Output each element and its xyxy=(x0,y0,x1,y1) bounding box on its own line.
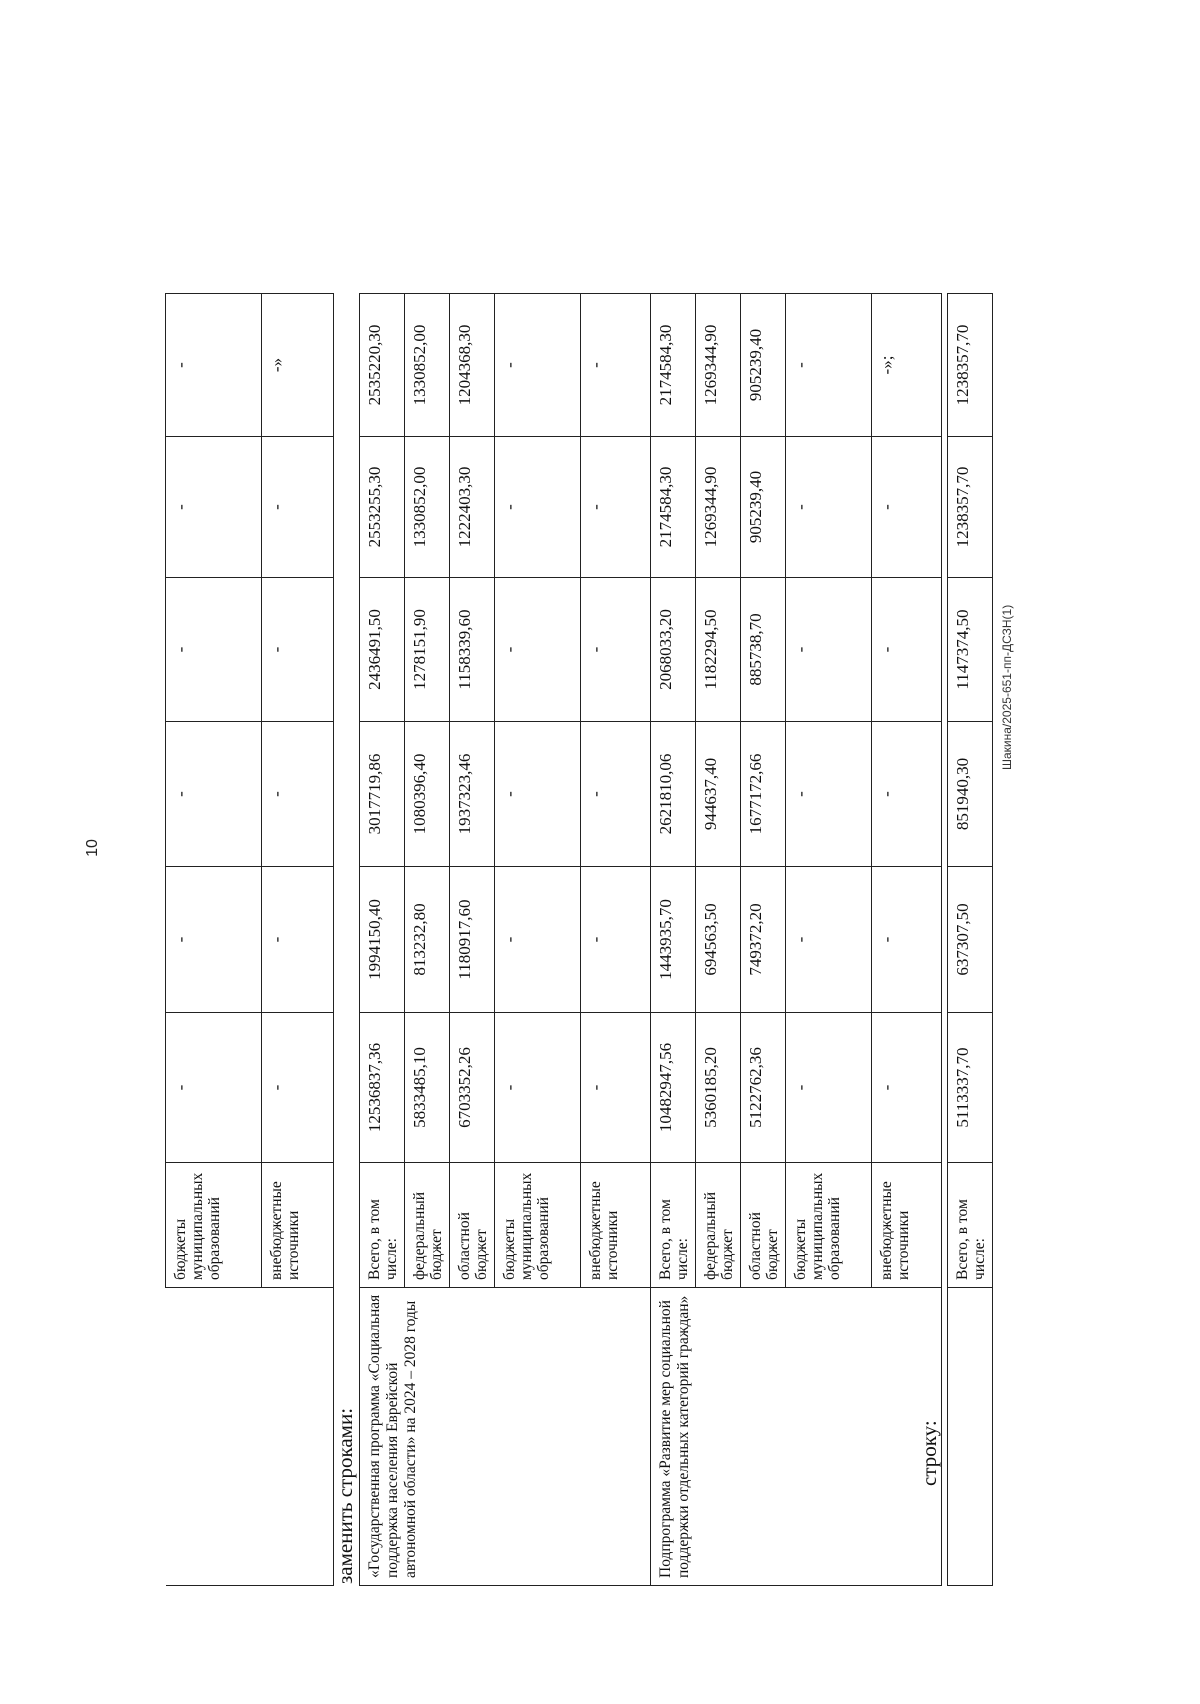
row-label: бюджеты муниципальных образований xyxy=(495,1163,581,1288)
value-cell: - xyxy=(581,722,651,867)
table-row xyxy=(166,294,262,1586)
value-cell: - xyxy=(786,578,872,722)
row-label: бюджеты муниципальных образований xyxy=(786,1163,872,1288)
value-cell: 1238357,70 xyxy=(948,437,993,578)
value-cell: 5113337,70 xyxy=(948,1013,993,1163)
value-cell: 1204368,30 xyxy=(450,294,495,437)
value-cell: 2535220,30 xyxy=(360,294,405,437)
row-label: областной бюджет xyxy=(741,1163,786,1288)
value-cell: 1269344,90 xyxy=(696,437,741,578)
value-cell: - xyxy=(166,437,262,578)
value-cell: 12536837,36 xyxy=(360,1013,405,1163)
row-label: областной бюджет xyxy=(450,1163,495,1288)
value-cell: - xyxy=(166,294,262,437)
row-label: федеральный бюджет xyxy=(405,1163,450,1288)
table-row xyxy=(360,294,405,1586)
value-cell: - xyxy=(166,1013,262,1163)
value-cell: 3017719,86 xyxy=(360,722,405,867)
value-cell: 10482947,56 xyxy=(651,1013,696,1163)
program-title: «Государственная программа «Социальная поддержка населения Еврейской автономной области» на 2024 – 2028 годы xyxy=(360,1288,651,1586)
value-cell: - xyxy=(872,722,942,867)
value-cell: - xyxy=(262,722,334,867)
value-cell: - xyxy=(786,294,872,437)
row-label: внебюджетные источники xyxy=(581,1163,651,1288)
value-cell: 2436491,50 xyxy=(360,578,405,722)
empty-cell xyxy=(948,1288,993,1586)
value-cell: 1180917,60 xyxy=(450,867,495,1013)
value-cell: 2174584,30 xyxy=(651,437,696,578)
value-cell: - xyxy=(262,1013,334,1163)
row-label: внебюджетные источники xyxy=(872,1163,942,1288)
value-cell: 694563,50 xyxy=(696,867,741,1013)
document-code: Шакина/2025-651-пп-ДСЗН(1) xyxy=(1000,604,1014,770)
value-cell: - xyxy=(166,578,262,722)
value-cell: - xyxy=(262,867,334,1013)
value-cell: - xyxy=(872,867,942,1013)
value-cell: 1278151,90 xyxy=(405,578,450,722)
value-cell: 5360185,20 xyxy=(696,1013,741,1163)
value-cell: 1443935,70 xyxy=(651,867,696,1013)
value-cell: - xyxy=(166,867,262,1013)
value-cell: 1182294,50 xyxy=(696,578,741,722)
value-cell: - xyxy=(581,437,651,578)
value-cell: 1222403,30 xyxy=(450,437,495,578)
row-label: федеральный бюджет xyxy=(696,1163,741,1288)
value-cell: - xyxy=(581,867,651,1013)
value-cell: 5122762,36 xyxy=(741,1013,786,1163)
value-cell: 2068033,20 xyxy=(651,578,696,722)
row-label: Всего, в том числе: xyxy=(651,1163,696,1288)
value-cell: - xyxy=(581,578,651,722)
value-cell: 1147374,50 xyxy=(948,578,993,722)
row-label: бюджеты муниципальных образований xyxy=(166,1163,262,1288)
row-label: Всего, в том числе: xyxy=(360,1163,405,1288)
value-cell: - xyxy=(495,578,581,722)
value-cell: 2621810,06 xyxy=(651,722,696,867)
value-cell: 851940,30 xyxy=(948,722,993,867)
value-cell: - xyxy=(872,578,942,722)
value-cell: 637307,50 xyxy=(948,867,993,1013)
value-cell: 6703352,26 xyxy=(450,1013,495,1163)
value-cell: 813232,80 xyxy=(405,867,450,1013)
value-cell: - xyxy=(872,1013,942,1163)
value-cell: - xyxy=(581,294,651,437)
page-number: 10 xyxy=(84,839,101,857)
value-cell: 5833485,10 xyxy=(405,1013,450,1163)
value-cell: 1994150,40 xyxy=(360,867,405,1013)
value-cell: 2553255,30 xyxy=(360,437,405,578)
value-cell: - xyxy=(495,867,581,1013)
top-table xyxy=(165,293,334,1586)
value-cell: - xyxy=(495,437,581,578)
value-cell: - xyxy=(166,722,262,867)
row-label: внебюджетные источники xyxy=(262,1163,334,1288)
value-cell: 905239,40 xyxy=(741,294,786,437)
value-cell: 1330852,00 xyxy=(405,294,450,437)
table-row xyxy=(948,294,993,1586)
value-cell: - xyxy=(581,1013,651,1163)
value-cell: - xyxy=(495,722,581,867)
value-cell: 1937323,46 xyxy=(450,722,495,867)
main-table xyxy=(359,293,942,1586)
replace-heading: заменить строками: xyxy=(333,1407,357,1584)
value-cell: - xyxy=(786,867,872,1013)
empty-cell xyxy=(166,1288,334,1586)
value-cell: - xyxy=(872,437,942,578)
value-cell: - xyxy=(495,294,581,437)
row-label: Всего, в том числе: xyxy=(948,1163,993,1288)
value-cell: -» xyxy=(262,294,334,437)
value-cell: 1238357,70 xyxy=(948,294,993,437)
value-cell: 905239,40 xyxy=(741,437,786,578)
value-cell: 749372,20 xyxy=(741,867,786,1013)
value-cell: - xyxy=(262,578,334,722)
subprogram-title: Подпрограмма «Развитие мер социальной поддержки отдельных категорий граждан» xyxy=(651,1288,942,1586)
value-cell: - xyxy=(786,1013,872,1163)
value-cell: - xyxy=(786,437,872,578)
value-cell: 1330852,00 xyxy=(405,437,450,578)
value-cell: -»; xyxy=(872,294,942,437)
value-cell: 1269344,90 xyxy=(696,294,741,437)
table-row xyxy=(651,294,696,1586)
value-cell: - xyxy=(786,722,872,867)
value-cell: 1080396,40 xyxy=(405,722,450,867)
rotated-content xyxy=(165,88,1015,1586)
value-cell: 944637,40 xyxy=(696,722,741,867)
value-cell: 1677172,66 xyxy=(741,722,786,867)
value-cell: 885738,70 xyxy=(741,578,786,722)
row-heading: строку: xyxy=(917,1420,941,1486)
bottom-table xyxy=(947,293,993,1586)
value-cell: 1158339,60 xyxy=(450,578,495,722)
value-cell: 2174584,30 xyxy=(651,294,696,437)
value-cell: - xyxy=(495,1013,581,1163)
value-cell: - xyxy=(262,437,334,578)
